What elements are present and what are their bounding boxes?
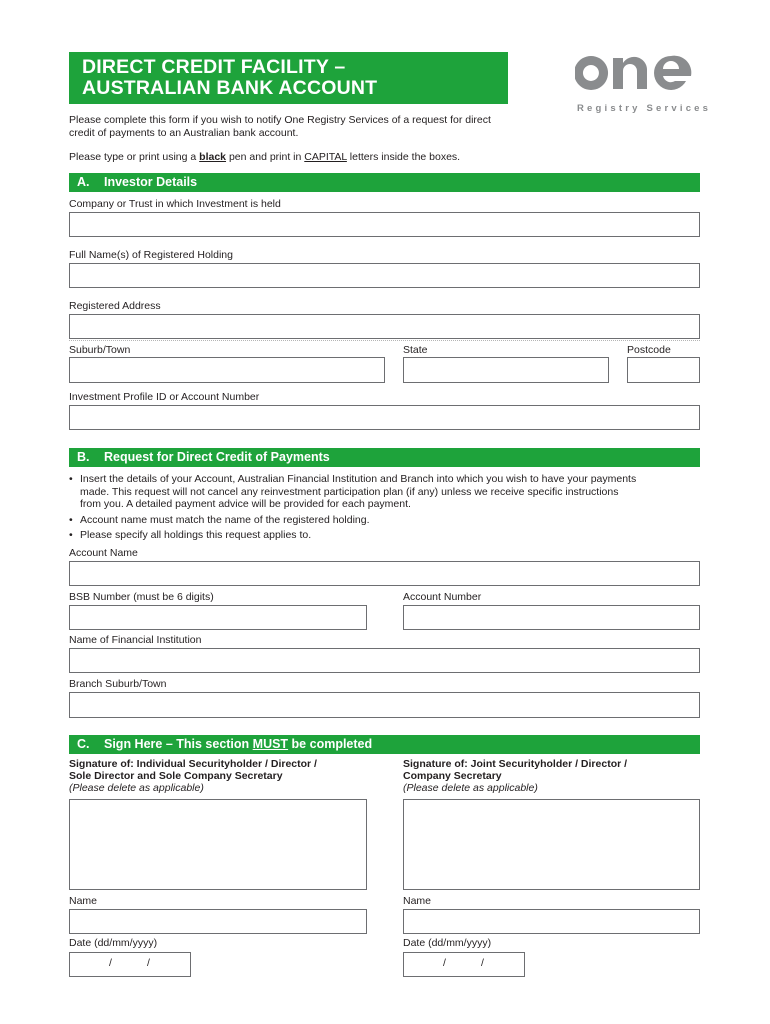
date1-separator-2: / xyxy=(147,957,150,969)
signature1-note: (Please delete as applicable) xyxy=(69,782,204,794)
signature2-heading xyxy=(403,758,703,794)
section-c-title-2: be completed xyxy=(288,737,373,751)
fullname-field[interactable] xyxy=(69,263,700,288)
date2-separator-2: / xyxy=(481,957,484,969)
section-b-title: Request for Direct Credit of Payments xyxy=(104,450,330,464)
date2-field[interactable] xyxy=(403,952,525,977)
signature2-box[interactable] xyxy=(403,799,700,890)
signature1-heading xyxy=(69,758,369,794)
form-title-line1: DIRECT CREDIT FACILITY – xyxy=(82,56,346,78)
account-number-label: Account Number xyxy=(403,591,482,603)
profile-label: Investment Profile ID or Account Number xyxy=(69,391,260,403)
instruction-text-1: Please type or print using a xyxy=(69,151,200,163)
logo-subtitle: Registry Services xyxy=(577,103,712,114)
bsb-label: BSB Number (must be 6 digits) xyxy=(69,591,214,603)
address-divider xyxy=(69,340,700,341)
intro-paragraph: Please complete this form if you wish to notify One Registry Services of a request for direct credit of payments to an Australian bank account. xyxy=(69,114,491,139)
signature2-line1: Signature of: Joint Securityholder / Director / xyxy=(403,758,628,770)
suburb-field[interactable] xyxy=(69,357,385,383)
bullet-dot: • xyxy=(69,529,73,541)
section-c-must: MUST xyxy=(252,737,289,751)
form-title xyxy=(69,52,508,104)
form-title-line2: AUSTRALIAN BANK ACCOUNT xyxy=(82,77,378,99)
signature1-line2: Sole Director and Sole Company Secretary xyxy=(69,770,283,782)
state-field[interactable] xyxy=(403,357,609,383)
name2-label: Name xyxy=(403,895,432,907)
bullet2-text: Account name must match the name of the registered holding. xyxy=(80,513,370,526)
section-a-title: Investor Details xyxy=(104,175,198,189)
institution-field[interactable] xyxy=(69,648,700,673)
instruction-text-3: letters inside the boxes. xyxy=(346,151,461,163)
bullet-dot: • xyxy=(69,473,73,485)
bullet-item xyxy=(69,514,709,527)
date1-label: Date (dd/mm/yyyy) xyxy=(69,937,158,949)
branch-label: Branch Suburb/Town xyxy=(69,678,167,690)
instruction-bullets xyxy=(69,473,709,542)
section-c-letter: C. xyxy=(77,737,90,751)
date1-field[interactable] xyxy=(69,952,191,977)
address-field[interactable] xyxy=(69,314,700,339)
bullet-item xyxy=(69,529,709,542)
account-name-label: Account Name xyxy=(69,547,138,559)
instruction-text-2: pen and print in xyxy=(226,151,305,163)
branch-field[interactable] xyxy=(69,692,700,718)
state-label: State xyxy=(403,344,428,356)
bullet1-line3: from you. A detailed payment advice will be provided for each payment. xyxy=(80,498,411,510)
account-name-field[interactable] xyxy=(69,561,700,586)
bullet1-line2: made. This request will not cancel any reinvestment participation plan (if any) unless we receive specific instructions xyxy=(80,485,619,498)
bullet3-text: Please specify all holdings this request applies to. xyxy=(80,529,312,541)
bullet-dot: • xyxy=(69,513,73,526)
suburb-label: Suburb/Town xyxy=(69,344,131,356)
company-label: Company or Trust in which Investment is held xyxy=(69,198,281,210)
section-b-letter: B. xyxy=(77,450,90,464)
signature2-line2: Company Secretary xyxy=(403,770,502,782)
date2-label: Date (dd/mm/yyyy) xyxy=(403,937,492,949)
profile-field[interactable] xyxy=(69,405,700,430)
date2-separator-1: / xyxy=(443,957,446,969)
address-label: Registered Address xyxy=(69,300,161,312)
bullet1-line1: Insert the details of your Account, Australian Financial Institution and Branch into which you wish to have your payments xyxy=(80,473,637,485)
signature1-line1: Signature of: Individual Securityholder / Director / xyxy=(69,758,317,770)
signature2-note: (Please delete as applicable) xyxy=(403,782,538,794)
bsb-field[interactable] xyxy=(69,605,367,630)
section-a-letter: A. xyxy=(77,175,90,189)
postcode-field[interactable] xyxy=(627,357,700,383)
company-field[interactable] xyxy=(69,212,700,237)
date1-separator-1: / xyxy=(109,957,112,969)
postcode-label: Postcode xyxy=(627,344,671,356)
name1-field[interactable] xyxy=(69,909,367,934)
section-b-header xyxy=(69,448,700,467)
bullet-item xyxy=(69,473,709,511)
section-c-header xyxy=(69,735,700,754)
name1-label: Name xyxy=(69,895,98,907)
instruction-black: black xyxy=(199,151,227,163)
account-number-field[interactable] xyxy=(403,605,700,630)
institution-label: Name of Financial Institution xyxy=(69,634,202,646)
instruction-capital: CAPITAL xyxy=(304,151,347,163)
instruction-line xyxy=(69,151,460,164)
fullname-label: Full Name(s) of Registered Holding xyxy=(69,249,233,261)
signature1-box[interactable] xyxy=(69,799,367,890)
section-c-title-1: Sign Here – This section xyxy=(104,737,253,751)
section-a-header xyxy=(69,173,700,192)
name2-field[interactable] xyxy=(403,909,700,934)
